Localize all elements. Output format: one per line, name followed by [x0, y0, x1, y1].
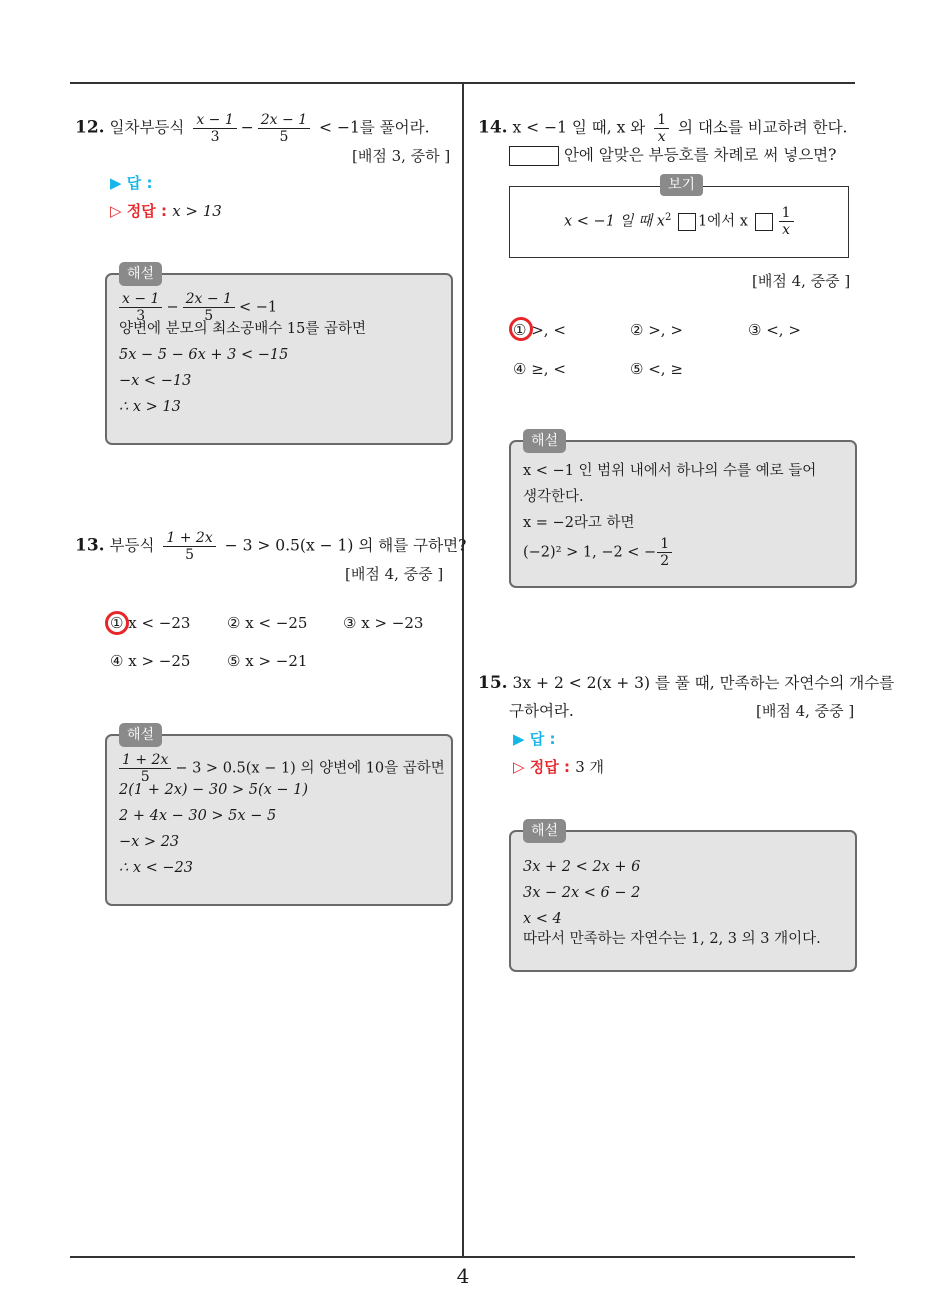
column-divider: [462, 84, 464, 1256]
q14-number: 14.: [478, 117, 508, 138]
q13-solution-line-2: 2(1 + 2x) − 30 > 5(x − 1): [119, 782, 309, 799]
q14-solution-line-4: (−2)² > 1, −2 < − $\frac{1}{2}$: [523, 536, 816, 569]
bogi-content: x < −1 일 때 $x^2$ 1에서 x $\frac{1}{x}$: [564, 205, 798, 238]
q12-stem: 12. 일차부등식 $\frac{x - 1}{3}$ − $\frac{2x - 1}{5}$ < −1를 풀어라.: [75, 112, 430, 146]
q13-solution-line-3: 2 + 4x − 30 > 5x − 5: [119, 808, 277, 825]
q12-solution-line-5: ∴ x > 13: [119, 399, 181, 416]
q15-number: 15.: [478, 673, 508, 693]
q14-choice-1[interactable]: ① >, <: [513, 321, 566, 339]
q13-solution-box: [105, 727, 453, 906]
q12-number: 12.: [75, 117, 105, 138]
small-blank-box-1: [678, 213, 696, 231]
q12-solution-line-3: 5x − 5 − 6x + 3 < −15: [119, 347, 289, 364]
q13-solution-line-5: ∴ x < −23: [119, 860, 193, 877]
q12-solution-line-1: $\frac{x - 1}{3}$ − $\frac{2x - 1}{5}$ < −1: [119, 291, 366, 324]
q13-choice-1[interactable]: ① x < −23: [110, 614, 191, 632]
q12-correct-value: x > 13: [172, 202, 222, 220]
q15-solution-line-3: x < 4: [523, 911, 562, 927]
q13-number: 13.: [75, 535, 105, 556]
q14-choice-4[interactable]: ④ ≥, <: [513, 360, 566, 378]
q15-correct-value: 3 개: [575, 758, 605, 776]
q13-choice-2[interactable]: ② x < −25: [227, 614, 308, 632]
q14-solution-line-1: x < −1 인 범위 내에서 하나의 수를 예로 들어: [523, 463, 817, 479]
solution-tag: 해설: [523, 429, 566, 453]
q12-correct-answer: ▷ 정답 : x > 13: [110, 202, 222, 220]
q13-choice-5[interactable]: ⑤ x > −21: [227, 652, 308, 670]
q14-stem-line-2: 안에 알맞은 부등호를 차례로 써 넣으면?: [509, 142, 836, 168]
q13-score-meta: [배점 4, 중중 ]: [345, 565, 444, 583]
q12-fraction-2: $\frac{2x - 1}{5}$: [258, 112, 310, 145]
q13-fraction: $\frac{1 + 2x}{5}$: [163, 530, 215, 563]
solution-tag: 해설: [523, 819, 566, 843]
q14-choice-2[interactable]: ② >, >: [630, 321, 683, 339]
q14-choice-5[interactable]: ⑤ <, ≥: [630, 360, 683, 378]
q14-choice-3[interactable]: ③ <, >: [748, 321, 801, 339]
solution-tag: 해설: [119, 723, 162, 747]
q14-stem-line-1: 14. x < −1 일 때, x 와 $\frac{1}{x}$ 의 대소를 비교하려 한다.: [478, 112, 848, 146]
q12-suffix: < −1를 풀어라.: [319, 118, 430, 137]
q15-correct-answer: ▷ 정답 : 3 개: [513, 758, 605, 776]
page-number: 4: [456, 1264, 470, 1288]
q13-stem: 13. 부등식 $\frac{1 + 2x}{5}$ − 3 > 0.5(x − 1) 의 해를 구하면?: [75, 530, 467, 564]
q12-solution-line-2: 양변에 분모의 최소공배수 15를 곱하면: [119, 321, 366, 338]
q13-suffix: − 3 > 0.5(x − 1) 의 해를 구하면?: [224, 536, 467, 555]
q15-solution-line-4: 따라서 만족하는 자연수는 1, 2, 3 의 3 개이다.: [523, 931, 821, 947]
q15-stem-line-1: 15. 3x + 2 < 2(x + 3) 를 풀 때, 만족하는 자연수의 개수를: [478, 673, 895, 693]
q15-solution-box: [509, 823, 857, 972]
bottom-rule: [70, 1256, 855, 1258]
q14-solution-line-3: x = −2라고 하면: [523, 515, 635, 531]
q14-solution-line-2: 생각한다.: [523, 489, 584, 505]
q15-stem-line-2: 구하여라.: [509, 702, 574, 720]
q14-solution-box: [509, 433, 857, 588]
solution-tag: 해설: [119, 262, 162, 286]
q15-solution-line-2: 3x − 2x < 6 − 2: [523, 885, 641, 901]
q15-answer-label: ▶ 답 :: [513, 730, 556, 748]
q12-fraction-1: $\frac{x - 1}{3}$: [193, 112, 236, 145]
q12-prefix: 일차부등식: [109, 118, 185, 137]
q12-solution-line-4: −x < −13: [119, 373, 192, 390]
small-blank-box-2: [755, 213, 773, 231]
bogi-tag: 보기: [660, 174, 703, 196]
bogi-box: [509, 177, 849, 258]
q13-choice-4[interactable]: ④ x > −25: [110, 652, 191, 670]
q13-choice-3[interactable]: ③ x > −23: [343, 614, 424, 632]
q14-score-meta: [배점 4, 중중 ]: [752, 272, 851, 290]
q13-solution-line-1: $\frac{1 + 2x}{5}$ − 3 > 0.5(x − 1) 의 양변에 10을 곱하면: [119, 752, 445, 785]
q15-solution-line-1: 3x + 2 < 2x + 6: [523, 859, 641, 875]
q15-score-meta: [배점 4, 중중 ]: [756, 702, 855, 720]
q12-score-meta: [배점 3, 중하 ]: [352, 147, 451, 165]
q12-answer-label: ▶ 답 :: [110, 174, 153, 192]
blank-box: [509, 146, 559, 166]
q12-solution-box: [105, 266, 453, 445]
q13-solution-line-4: −x > 23: [119, 834, 180, 851]
